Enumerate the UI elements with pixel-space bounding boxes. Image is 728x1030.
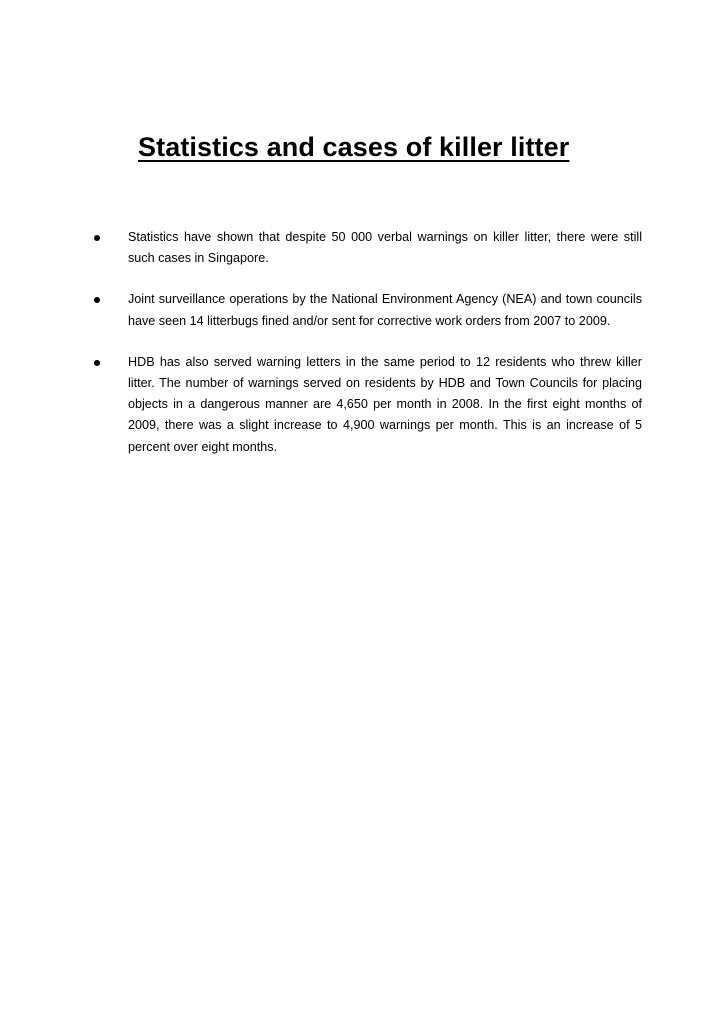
bullet-icon: [94, 297, 100, 303]
bullet-text: Joint surveillance operations by the National Environment Agency (NEA) and town councils have seen 14 litterbugs fined and/or sent for corrective work orders from 2007 to 2009.: [128, 292, 642, 328]
bullet-icon: [94, 235, 100, 241]
page-title: Statistics and cases of killer litter: [138, 132, 570, 162]
bullet-text: HDB has also served warning letters in the same period to 12 residents who threw killer litter. The number of warnings served on residents by HDB and Town Councils for placing objects in a dangerous manner are 4,650 per month in 2008. In the first eight months of 2009, there was a slight increase to 4,900 warnings per month. This is an increase of 5 percent over eight months.: [128, 354, 642, 454]
list-item: [0, 289, 728, 331]
bullet-icon: [94, 360, 100, 366]
list-item: [0, 352, 728, 458]
list-item: [0, 227, 728, 269]
bullet-list: [0, 227, 728, 478]
bullet-text: Statistics have shown that despite 50 000 verbal warnings on killer litter, there were still such cases in Singapore.: [128, 230, 642, 266]
